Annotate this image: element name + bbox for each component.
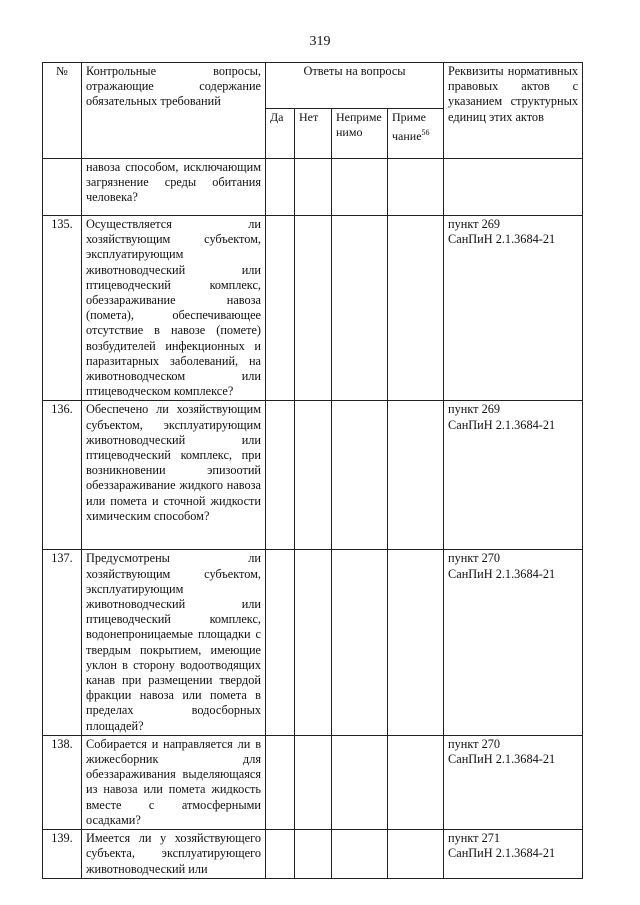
row-question: навоза способом, исключающим загрязнение среды обитания человека? xyxy=(82,159,266,216)
answer-yes-cell[interactable] xyxy=(266,550,295,735)
answer-no-cell[interactable] xyxy=(295,550,332,735)
row-number: 137. xyxy=(43,550,82,735)
table-row xyxy=(43,550,583,735)
answer-no-cell[interactable] xyxy=(295,401,332,550)
answer-no-cell[interactable] xyxy=(295,830,332,879)
row-question: Обеспечено ли хозяйствующим субъектом, эксплуатирующим животноводческий или птицеводческий комплекс, при возникновении эпизоотий обеззараживание жидкого навоза или помета и сточной жидкости химическим способом? xyxy=(82,401,266,550)
header-question: Контрольные вопросы, отражающие содержание обязательных требований xyxy=(82,63,266,159)
row-number: 139. xyxy=(43,830,82,879)
checklist-table xyxy=(42,62,583,879)
requisite-act: СанПиН 2.1.3684-21 xyxy=(448,752,556,767)
answer-na-cell[interactable] xyxy=(332,159,388,216)
requisite-act: СанПиН 2.1.3684-21 xyxy=(448,566,556,581)
header-note-label: Приме чание xyxy=(392,110,427,144)
answer-note-cell[interactable] xyxy=(388,401,444,550)
row-requisites xyxy=(444,550,583,735)
header-requisites: Реквизиты нормативных правовых актов с указанием структурных единиц этих актов xyxy=(444,63,583,159)
requisite-act: СанПиН 2.1.3684-21 xyxy=(448,417,556,432)
row-requisites xyxy=(444,735,583,829)
answer-na-cell[interactable] xyxy=(332,401,388,550)
answer-note-cell[interactable] xyxy=(388,550,444,735)
row-requisites xyxy=(444,159,583,216)
row-requisites xyxy=(444,830,583,879)
answer-na-cell[interactable] xyxy=(332,550,388,735)
header-note xyxy=(388,109,444,159)
answer-yes-cell[interactable] xyxy=(266,159,295,216)
answer-yes-cell[interactable] xyxy=(266,735,295,829)
table-row xyxy=(43,830,583,879)
answer-note-cell[interactable] xyxy=(388,216,444,401)
answer-yes-cell[interactable] xyxy=(266,401,295,550)
row-requisites xyxy=(444,216,583,401)
header-row xyxy=(43,63,583,109)
footnote-mark: 56 xyxy=(421,128,430,138)
requisite-point: пункт 271 xyxy=(448,831,501,846)
header-no: Нет xyxy=(295,109,332,159)
requisite-act: СанПиН 2.1.3684-21 xyxy=(448,846,556,861)
answer-no-cell[interactable] xyxy=(295,735,332,829)
row-requisites xyxy=(444,401,583,550)
requisite-act: СанПиН 2.1.3684-21 xyxy=(448,232,556,247)
requisite-point: пункт 270 xyxy=(448,551,501,566)
row-number: 138. xyxy=(43,735,82,829)
header-num: № xyxy=(43,63,82,159)
answer-na-cell[interactable] xyxy=(332,735,388,829)
answer-na-cell[interactable] xyxy=(332,216,388,401)
requisite-point: пункт 270 xyxy=(448,736,501,751)
row-question: Имеется ли у хозяйствующего субъекта, эксплуатирующего животноводческий или xyxy=(82,830,266,879)
row-question: Осуществляется ли хозяйствующим субъектом, эксплуатирующим животноводческий или птицеводческий комплекс, обеззараживание навоза (помета), обеспечивающее отсутствие в навозе (помете) возбудителей инфекционных и паразитарных заболеваний, на животноводческом или птицеводческом комплексе? xyxy=(82,216,266,401)
answer-yes-cell[interactable] xyxy=(266,830,295,879)
row-question: Собирается и направляется ли в жижесборник для обеззараживания выделяющаяся из навоза или помета жидкость вместе с атмосферными осадками? xyxy=(82,735,266,829)
table-row xyxy=(43,401,583,550)
requisite-point: пункт 269 xyxy=(448,217,501,231)
row-question: Предусмотрены ли хозяйствующим субъектом, эксплуатирующим животноводческий или птицеводческий комплекс, водонепроницаемые площадки с твердым покрытием, имеющие уклон в сторону водоотводящих канав при размещении твердой фракции навоза или помета в пределах водосборных площадей? xyxy=(82,550,266,735)
table-row xyxy=(43,216,583,401)
answer-no-cell[interactable] xyxy=(295,159,332,216)
answer-na-cell[interactable] xyxy=(332,830,388,879)
answer-note-cell[interactable] xyxy=(388,159,444,216)
answer-note-cell[interactable] xyxy=(388,830,444,879)
row-number: 136. xyxy=(43,401,82,550)
page-number: 319 xyxy=(309,34,331,49)
header-yes: Да xyxy=(266,109,295,159)
header-answers: Ответы на вопросы xyxy=(266,63,444,109)
answer-yes-cell[interactable] xyxy=(266,216,295,401)
answer-note-cell[interactable] xyxy=(388,735,444,829)
table-row xyxy=(43,735,583,829)
table-row xyxy=(43,159,583,216)
row-number xyxy=(43,159,82,216)
requisite-point: пункт 269 xyxy=(448,402,501,417)
row-number: 135. xyxy=(43,216,82,401)
header-not-applicable: Неприме нимо xyxy=(332,109,388,159)
answer-no-cell[interactable] xyxy=(295,216,332,401)
